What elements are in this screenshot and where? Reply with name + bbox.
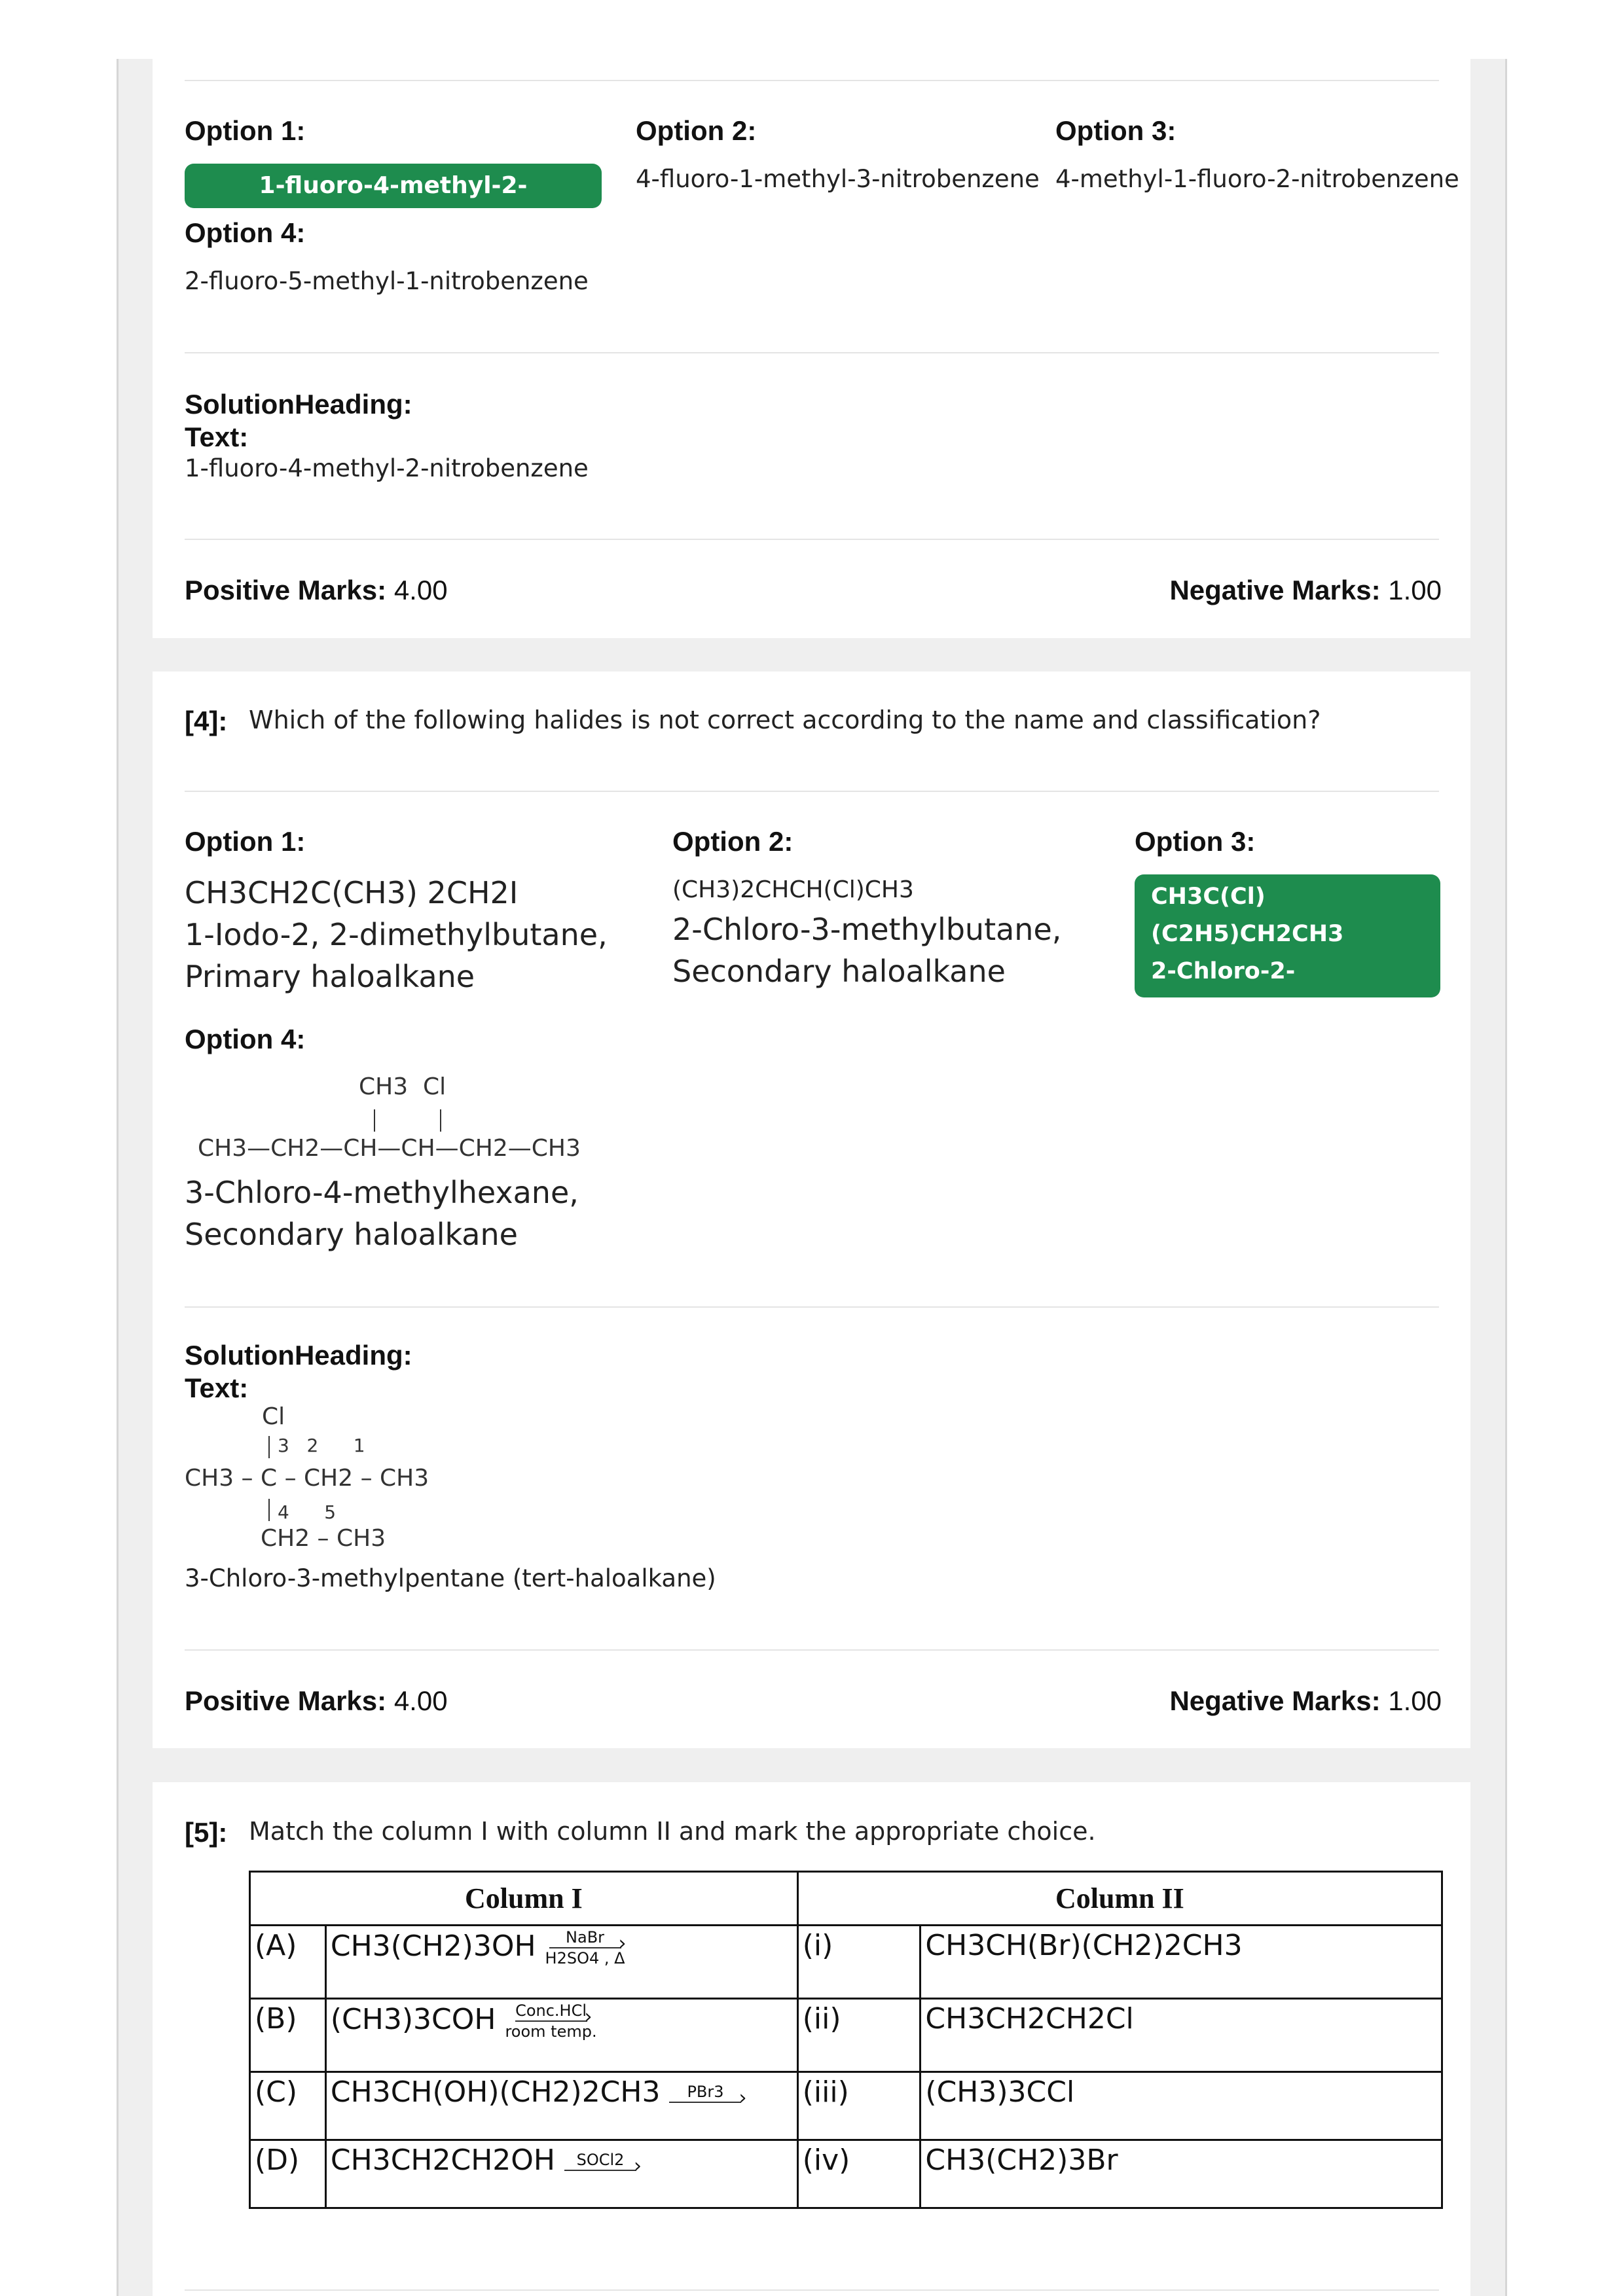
option-2-label: Option 2: — [636, 115, 757, 146]
divider — [185, 352, 1439, 353]
option-2-content[interactable] — [672, 872, 1061, 992]
reaction-arrow: NaBr › H2SO4 , Δ — [545, 1929, 625, 1967]
option-3-text[interactable]: 4-methyl-1-fluoro-2-nitrobenzene — [1055, 165, 1459, 193]
table-row — [250, 2072, 1442, 2140]
solution-text: 3-Chloro-3-methylpentane (tert-haloalkane) — [185, 1564, 716, 1592]
option-4-structure-chain: CH3—CH2—CH—CH—CH2—CH3 — [198, 1135, 581, 1162]
row-reactant: CH3(CH2)3OH NaBr › H2SO4 , Δ — [325, 1926, 797, 1999]
option-4-label: Option 4: — [185, 217, 306, 248]
option-1-correct-answer[interactable]: 1-fluoro-4-methyl-2-nitrobenzene — [185, 164, 602, 208]
solution-heading: SolutionHeading: — [185, 1340, 412, 1371]
solution-structure-branch: CH2 – CH3 — [261, 1525, 386, 1552]
option-1-label: Option 1: — [185, 115, 306, 146]
row-key: (A) — [250, 1926, 326, 1999]
solution-structure-chain: CH3 – C – CH2 – CH3 — [185, 1465, 429, 1492]
option-3-label: Option 3: — [1055, 115, 1176, 146]
option-3-class: Secondary haloalkane — [1151, 1033, 1436, 1059]
bond-line — [268, 1436, 270, 1458]
row-product: CH3(CH2)3Br — [921, 2140, 1442, 2208]
negative-marks: Negative Marks: 1.00 — [1169, 575, 1442, 605]
solution-structure-cl: Cl — [262, 1403, 285, 1430]
option-4-class: Secondary haloalkane — [185, 1217, 518, 1252]
row-key: (C) — [250, 2072, 326, 2140]
option-3-correct-answer[interactable] — [1135, 874, 1440, 1059]
solution-structure-numbers-top: 3 2 1 — [278, 1435, 365, 1456]
bond-line — [268, 1499, 270, 1521]
reaction-arrow: SOCl2 › — [564, 2151, 636, 2172]
option-1-formula: CH3CH2C(CH3) 2CH2I — [185, 875, 519, 910]
positive-marks: Positive Marks: 4.00 — [185, 1685, 448, 1716]
row-key: (B) — [250, 1999, 326, 2072]
option-3-name: 2-Chloro-2-ethylbutane, — [1151, 958, 1317, 1022]
option-1-class: Primary haloalkane — [185, 959, 475, 994]
positive-marks: Positive Marks: 4.00 — [185, 575, 448, 605]
column-2-header: Column II — [797, 1872, 1442, 1926]
option-3-formula: CH3C(Cl)(C2H5)CH2CH3 — [1151, 884, 1344, 947]
row-number: (ii) — [797, 1999, 921, 2072]
row-product: CH3CH2CH2Cl — [921, 1999, 1442, 2072]
row-number: (i) — [797, 1926, 921, 1999]
option-4-text[interactable]: 2-fluoro-5-methyl-1-nitrobenzene — [185, 267, 589, 295]
negative-marks: Negative Marks: 1.00 — [1169, 1685, 1442, 1716]
divider — [185, 80, 1439, 81]
bond-line — [440, 1109, 441, 1132]
match-table — [249, 1871, 1443, 2209]
row-number: (iii) — [797, 2072, 921, 2140]
solution-text: 1-fluoro-4-methyl-2-nitrobenzene — [185, 454, 589, 482]
option-3-label: Option 3: — [1135, 826, 1256, 857]
question-text: Which of the following halides is not correct according to the name and classification? — [249, 706, 1321, 734]
question-number: [4]: — [185, 706, 228, 736]
table-row — [250, 1999, 1442, 2072]
table-row — [250, 1926, 1442, 1999]
option-4-label: Option 4: — [185, 1024, 306, 1054]
divider — [185, 2289, 1439, 2291]
column-1-header: Column I — [250, 1872, 798, 1926]
question-number: [5]: — [185, 1817, 228, 1848]
divider — [185, 791, 1439, 792]
option-2-text[interactable]: 4-fluoro-1-methyl-3-nitrobenzene — [636, 165, 1040, 193]
row-key: (D) — [250, 2140, 326, 2208]
option-2-label: Option 2: — [672, 826, 793, 857]
question-card-3 — [153, 59, 1470, 638]
row-reactant: CH3CH2CH2OH SOCl2 › — [325, 2140, 797, 2208]
divider — [185, 1306, 1439, 1308]
option-4-name: 3-Chloro-4-methylhexane, — [185, 1175, 579, 1210]
row-number: (iv) — [797, 2140, 921, 2208]
option-2-formula: (CH3)2CHCH(Cl)CH3 — [672, 876, 914, 903]
option-1-name: 1-Iodo-2, 2-dimethylbutane, — [185, 917, 608, 952]
divider — [185, 539, 1439, 540]
row-reactant: CH3CH(OH)(CH2)2CH3 PBr3 › — [325, 2072, 797, 2140]
option-2-class: Secondary haloalkane — [672, 954, 1006, 989]
text-label: Text: — [185, 422, 249, 452]
option-2-name: 2-Chloro-3-methylbutane, — [672, 912, 1062, 947]
table-row — [250, 2140, 1442, 2208]
question-text: Match the column I with column II and mark the appropriate choice. — [249, 1817, 1096, 1846]
row-reactant: (CH3)3COH Conc.HCl › room temp. — [325, 1999, 797, 2072]
solution-structure-numbers-bottom: 4 5 — [278, 1501, 337, 1523]
reaction-arrow: PBr3 › — [669, 2083, 741, 2104]
bond-line — [374, 1109, 375, 1132]
solution-heading: SolutionHeading: — [185, 389, 412, 420]
option-4-content[interactable] — [185, 1172, 579, 1255]
option-1-label: Option 1: — [185, 826, 306, 857]
divider — [185, 1649, 1439, 1651]
row-product: (CH3)3CCl — [921, 2072, 1442, 2140]
text-label: Text: — [185, 1372, 249, 1403]
reaction-arrow: Conc.HCl › room temp. — [505, 2002, 596, 2040]
option-4-structure-top: CH3 Cl — [359, 1073, 447, 1100]
option-1-content[interactable] — [185, 872, 608, 997]
row-product: CH3CH(Br)(CH2)2CH3 — [921, 1926, 1442, 1999]
